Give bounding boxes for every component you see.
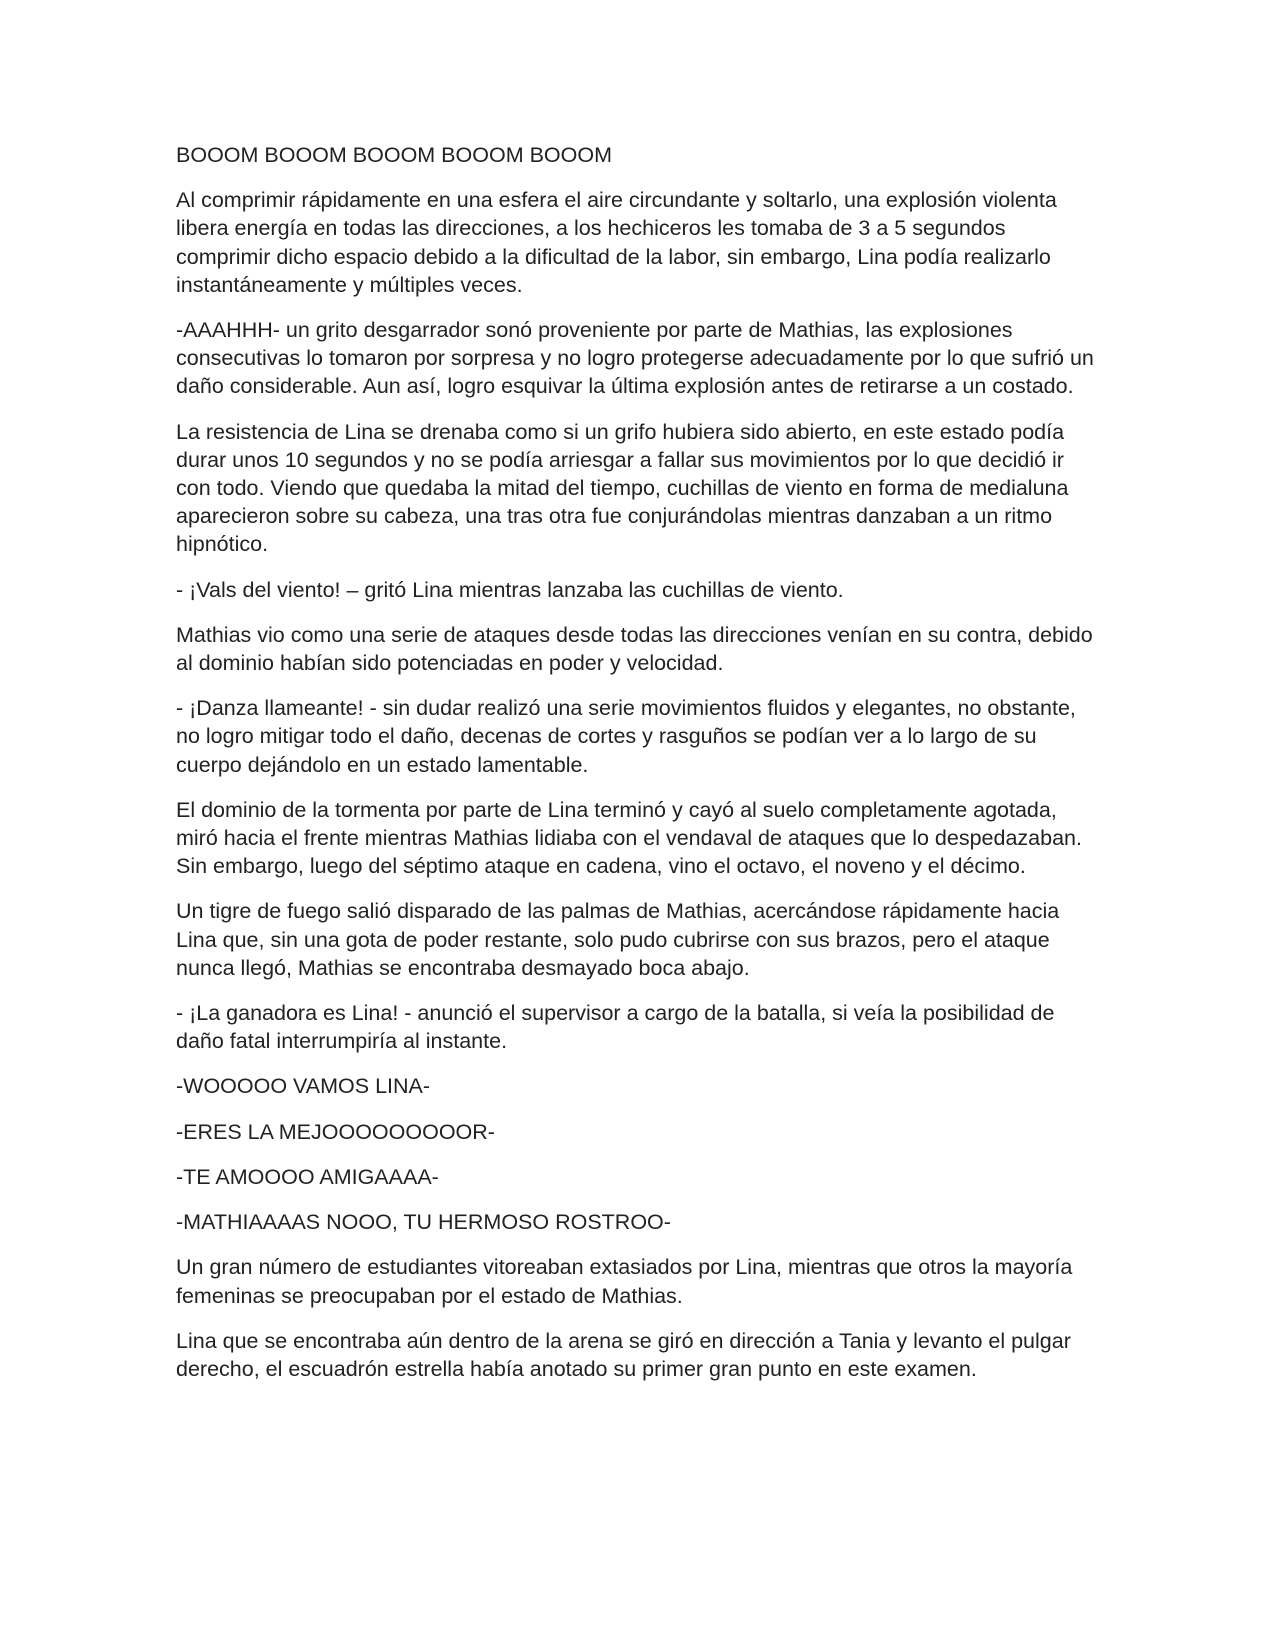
paragraph: El dominio de la tormenta por parte de Lina terminó y cayó al suelo completamente agotada, miró hacia el frente mientras Mathias lidiaba con el vendaval de ataques que lo despedazaban. Sin embargo, luego del séptimo ataque en cadena, vino el octavo, el noveno y el décimo. [176,797,1082,879]
paragraph: Un tigre de fuego salió disparado de las palmas de Mathias, acercándose rápidamente hacia Lina que, sin una gota de poder restante, solo pudo cubrirse con sus brazos, pero el ataque nunca llegó, Mathias se encontraba desmayado boca abajo. [176,899,1060,980]
paragraph: BOOOM BOOOM BOOOM BOOOM BOOOM [176,143,612,167]
paragraph: -TE AMOOOO AMIGAAAA- [176,1164,439,1189]
paragraph: Lina que se encontraba aún dentro de la arena se giró en dirección a Tania y levanto el pulgar derecho, el escuadrón estrella había anotado su primer gran punto en este examen. [176,1328,1071,1381]
paragraph: La resistencia de Lina se drenaba como si un grifo hubiera sido abierto, en este estado podía durar unos 10 segundos y no se podía arriesgar a fallar sus movimientos por lo que decidió ir con todo. Viendo que quedaba la mitad del tiempo, cuchillas de viento en forma de medialuna aparecieron sobre su cabeza, una tras otra fue conjurándolas mientras danzaban a un ritmo hipnótico. [176,419,1069,557]
paragraph: -WOOOOO VAMOS LINA- [176,1074,431,1099]
document-body [176,141,1096,1400]
paragraph: Mathias vio como una serie de ataques desde todas las direcciones venían en su contra, debido al dominio habían sido potenciadas en poder y velocidad. [176,622,1093,676]
paragraph: Un gran número de estudiantes vitoreaban extasiados por Lina, mientras que otros la mayoría femeninas se preocupaban por el estado de Mathias. [176,1255,1073,1308]
paragraph: Al comprimir rápidamente en una esfera el aire circundante y soltarlo, una explosión violenta libera energía en todas las direcciones, a los hechiceros les tomaba de 3 a 5 segundos comprimir dicho espacio debido a la dificultad de la labor, sin embargo, Lina podía realizarlo instantáneamente y múltiples veces. [176,188,1057,297]
paragraph: - ¡Danza llameante! - sin dudar realizó una serie movimientos fluidos y elegantes, no obstante, no logro mitigar todo el daño, decenas de cortes y rasguños se podían ver a lo largo de su cuerpo dejándolo en un estado lamentable. [176,696,1076,777]
paragraph: - ¡Vals del viento! – gritó Lina mientras lanzaba las cuchillas de viento. [176,577,844,602]
paragraph: -AAAHHH- un grito desgarrador sonó proveniente por parte de Mathias, las explosiones consecutivas lo tomaron por sorpresa y no logro protegerse adecuadamente por lo que sufrió un daño considerable. Aun así, logro esquivar la última explosión antes de retirarse a un costado. [176,318,1094,399]
paragraph: -MATHIAAAAS NOOO, TU HERMOSO ROSTROO- [176,1210,671,1235]
paragraph: - ¡La ganadora es Lina! - anunció el supervisor a cargo de la batalla, si veía la posibilidad de daño fatal interrumpiría al instante. [176,1001,1055,1054]
paragraph: -ERES LA MEJOOOOOOOOOR- [176,1119,495,1144]
